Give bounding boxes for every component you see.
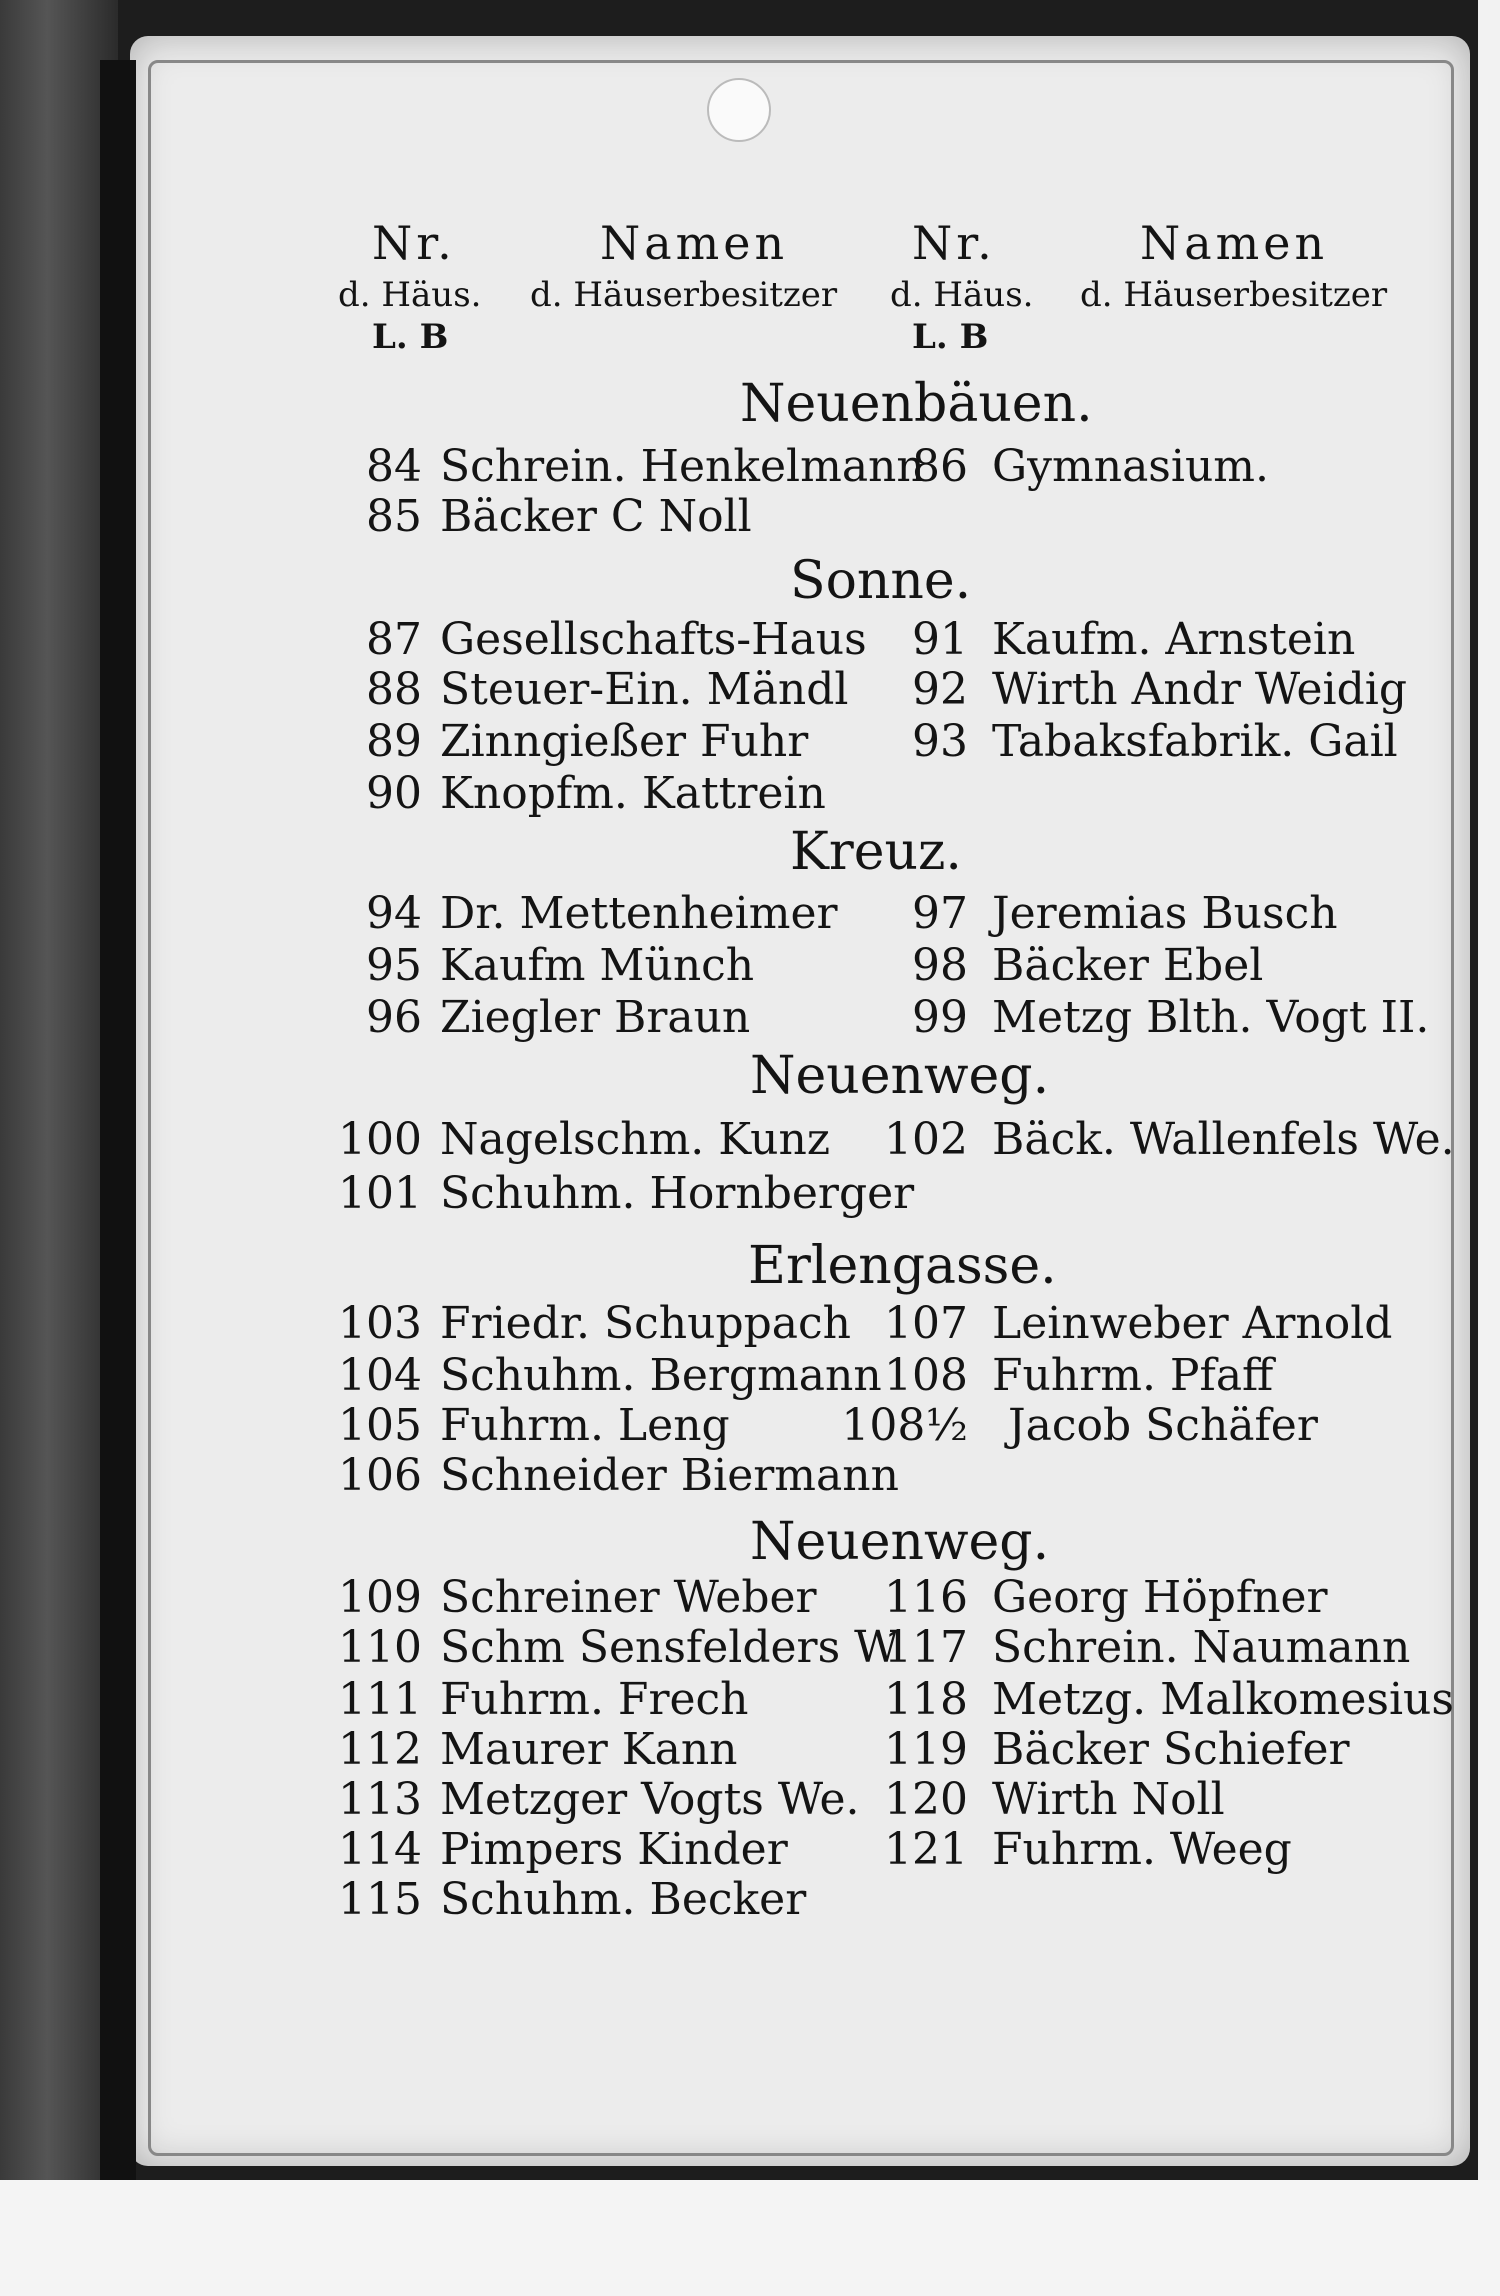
house-number: 89 xyxy=(366,716,422,767)
owner-name: Schrein. Naumann xyxy=(992,1622,1411,1673)
owner-name: Knopfm. Kattrein xyxy=(440,768,826,819)
house-number: 96 xyxy=(366,992,422,1043)
col2-nr-sub: d. Häus. xyxy=(890,275,1034,315)
owner-name: Fuhrm. Pfaff xyxy=(992,1350,1274,1401)
house-number: 113 xyxy=(338,1774,422,1825)
house-number: 86 xyxy=(912,441,968,492)
owner-name: Georg Höpfner xyxy=(992,1572,1328,1623)
owner-name: Bäcker Schiefer xyxy=(992,1724,1350,1775)
section-title: Neuenweg. xyxy=(750,1046,1050,1106)
house-number: 107 xyxy=(884,1298,968,1349)
owner-name: Maurer Kann xyxy=(440,1724,738,1775)
owner-name: Steuer-Ein. Mändl xyxy=(440,664,849,715)
owner-name: Fuhrm. Frech xyxy=(440,1674,749,1725)
house-number: 100 xyxy=(338,1114,422,1165)
owner-name: Schrein. Henkelmann xyxy=(440,441,925,492)
house-number: 99 xyxy=(912,992,968,1043)
house-number: 109 xyxy=(338,1572,422,1623)
owner-name: Leinweber Arnold xyxy=(992,1298,1393,1349)
owner-name: Schneider Biermann xyxy=(440,1450,899,1501)
house-number: 90 xyxy=(366,768,422,819)
house-number: 95 xyxy=(366,940,422,991)
owner-name: Fuhrm. Leng xyxy=(440,1400,730,1451)
section-title: Erlengasse. xyxy=(748,1236,1057,1296)
house-number: 101 xyxy=(338,1168,422,1219)
section-title: Neuenweg. xyxy=(750,1512,1050,1572)
house-number: 88 xyxy=(366,664,422,715)
owner-name: Jeremias Busch xyxy=(992,888,1338,939)
section-title: Kreuz. xyxy=(790,822,962,882)
house-number: 110 xyxy=(338,1622,422,1673)
owner-name: Schuhm. Becker xyxy=(440,1874,807,1925)
col1-namen-sub: d. Häuserbesitzer xyxy=(530,275,838,315)
col1-lb: L. B xyxy=(372,317,449,357)
owner-name: Fuhrm. Weeg xyxy=(992,1824,1292,1875)
owner-name: Schuhm. Bergmann xyxy=(440,1350,882,1401)
owner-name: Nagelschm. Kunz xyxy=(440,1114,831,1165)
house-number: 118 xyxy=(884,1674,968,1725)
spine-shadow xyxy=(100,60,136,2180)
house-number: 114 xyxy=(338,1824,422,1875)
house-number: 87 xyxy=(366,614,422,665)
col2-namen-header: Namen xyxy=(1140,216,1329,270)
house-number: 94 xyxy=(366,888,422,939)
house-number: 102 xyxy=(884,1114,968,1165)
owner-name: Metzger Vogts We. xyxy=(440,1774,860,1825)
house-number: 103 xyxy=(338,1298,422,1349)
house-number: 121 xyxy=(884,1824,968,1875)
house-number: 111 xyxy=(338,1674,422,1725)
owner-name: Metzg. Malkomesius xyxy=(992,1674,1454,1725)
owner-name: Kaufm Münch xyxy=(440,940,755,991)
house-number: 108½ xyxy=(841,1400,968,1451)
col1-nr-header: Nr. xyxy=(372,216,456,270)
house-number: 91 xyxy=(912,614,968,665)
owner-name: Schuhm. Hornberger xyxy=(440,1168,915,1219)
section-title: Sonne. xyxy=(790,551,972,611)
house-number: 120 xyxy=(884,1774,968,1825)
owner-name: Dr. Mettenheimer xyxy=(440,888,838,939)
owner-name: Pimpers Kinder xyxy=(440,1824,788,1875)
owner-name: Bäck. Wallenfels We. xyxy=(992,1114,1455,1165)
owner-name: Schreiner Weber xyxy=(440,1572,817,1623)
col1-namen-header: Namen xyxy=(600,216,789,270)
house-number: 85 xyxy=(366,491,422,542)
owner-name: Gymnasium. xyxy=(992,441,1269,492)
house-number: 108 xyxy=(884,1350,968,1401)
section-title: Neuenbäuen. xyxy=(740,374,1093,434)
owner-name: Gesellschafts-Haus xyxy=(440,614,867,665)
owner-name: Bäcker C Noll xyxy=(440,491,752,542)
house-number: 116 xyxy=(884,1572,968,1623)
owner-name: Metzg Blth. Vogt II. xyxy=(992,992,1430,1043)
col2-lb: L. B xyxy=(912,317,989,357)
house-number: 93 xyxy=(912,716,968,767)
house-number: 119 xyxy=(884,1724,968,1775)
owner-name: Bäcker Ebel xyxy=(992,940,1264,991)
owner-name: Schm Sensfelders W xyxy=(440,1622,900,1673)
col1-nr-sub: d. Häus. xyxy=(338,275,482,315)
owner-name: Wirth Andr Weidig xyxy=(992,664,1408,715)
owner-name: Wirth Noll xyxy=(992,1774,1225,1825)
owner-name: Ziegler Braun xyxy=(440,992,751,1043)
punch-hole xyxy=(707,78,771,142)
house-number: 84 xyxy=(366,441,422,492)
col2-namen-sub: d. Häuserbesitzer xyxy=(1080,275,1388,315)
house-number: 112 xyxy=(338,1724,422,1775)
owner-name: Friedr. Schuppach xyxy=(440,1298,852,1349)
owner-name: Tabaksfabrik. Gail xyxy=(992,716,1398,767)
house-number: 97 xyxy=(912,888,968,939)
house-number: 92 xyxy=(912,664,968,715)
house-number: 98 xyxy=(912,940,968,991)
house-number: 117 xyxy=(884,1622,968,1673)
owner-name: Jacob Schäfer xyxy=(1008,1400,1318,1451)
owner-name: Zinngießer Fuhr xyxy=(440,716,809,767)
house-number: 115 xyxy=(338,1874,422,1925)
house-number: 104 xyxy=(338,1350,422,1401)
house-number: 106 xyxy=(338,1450,422,1501)
house-number: 105 xyxy=(338,1400,422,1451)
owner-name: Kaufm. Arnstein xyxy=(992,614,1356,665)
bottom-margin xyxy=(0,2180,1500,2296)
col2-nr-header: Nr. xyxy=(912,216,996,270)
right-margin xyxy=(1478,0,1500,2296)
